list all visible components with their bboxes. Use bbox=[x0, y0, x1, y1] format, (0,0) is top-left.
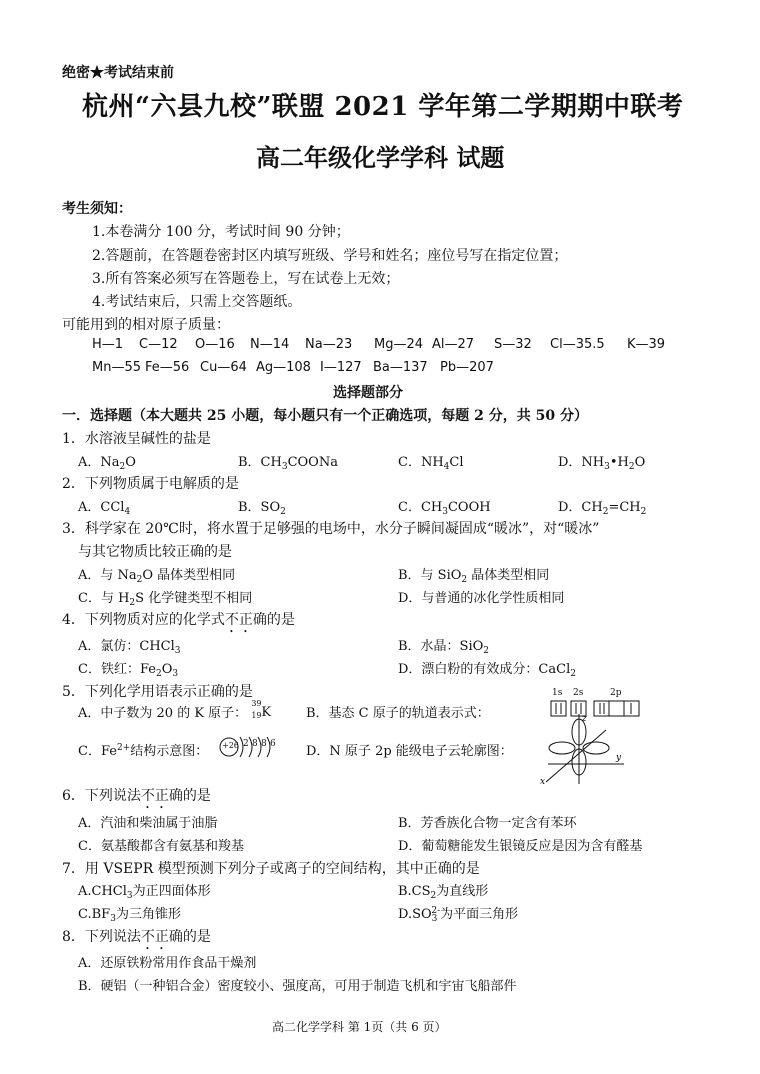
mass-c: C—12 bbox=[139, 337, 178, 352]
notice-item-1: 1.本卷满分 100 分，考试时间 90 分钟； bbox=[92, 224, 350, 240]
q2-option-a: A．CCl$_4$ bbox=[78, 500, 131, 517]
q8-option-b: B．硬铝（一种铝合金）密度较小、强度高，可用于制造飞机和宇宙飞船部件 bbox=[78, 979, 517, 994]
mass-i: I—127 bbox=[320, 360, 362, 375]
q2-stem: 2．下列物质属于电解质的是 bbox=[62, 476, 239, 492]
mass-mg: Mg—24 bbox=[374, 337, 424, 352]
q3-option-b: B．与 SiO$_2$ 晶体类型相同 bbox=[398, 568, 550, 585]
q1-stem: 1．水溶液呈碱性的盐是 bbox=[62, 431, 211, 447]
mass-pb: Pb—207 bbox=[440, 360, 494, 375]
q6-option-a: A．汽油和柴油属于油脂 bbox=[78, 816, 218, 831]
q4-option-c: C．铁红：$Fe_2O_3$ bbox=[78, 662, 179, 679]
part-heading: 一．选择题（本大题共 25 小题，每小题只有一个正确选项，每题 2 分，共 50 分） bbox=[62, 408, 588, 424]
q2-option-d: D．$CH_2=CH_2$ bbox=[558, 500, 647, 517]
q3-option-a: A．与 $Na_2O$ 晶体类型相同 bbox=[78, 568, 236, 585]
q5-option-a: A．中子数为 20 的 K 原子： 39 19 K bbox=[78, 699, 272, 721]
notice-item-3: 3.所有答案必须写在答题卷上，写在试卷上无效； bbox=[92, 271, 400, 287]
mass-o: O—16 bbox=[195, 337, 235, 352]
notice-item-4: 4.考试结束后，只需上交答题纸。 bbox=[92, 294, 302, 310]
mass-h: H—1 bbox=[92, 337, 124, 352]
q4-option-d: D．漂白粉的有效成分：CaCl$_2$ bbox=[398, 662, 576, 679]
mass-cu: Cu—64 bbox=[200, 360, 247, 375]
q7-option-b: $B.CS_2$为直线形 bbox=[398, 884, 489, 901]
mass-s: S—32 bbox=[494, 337, 532, 352]
q3-option-d: D．与普通的冰化学性质相同 bbox=[398, 591, 565, 606]
q8-stem: 8．下列说法不正确的是 bbox=[62, 929, 211, 945]
svg-text:y: y bbox=[616, 753, 622, 763]
electron-cloud-diagram bbox=[536, 712, 626, 790]
q5-option-d: D．N 原子 2p 能级电子云轮廓图： bbox=[306, 744, 513, 759]
q2-option-c: C．$CH_3COOH$ bbox=[398, 500, 491, 517]
fe-shell-1: 2 bbox=[243, 739, 249, 749]
q7-stem: 7．用 VSEPR 模型预测下列分子或离子的空间结构，其中正确的是 bbox=[62, 861, 480, 877]
masses-heading: 可能用到的相对原子质量： bbox=[62, 317, 230, 333]
q7-option-a: A.CHCl$_3$为正四面体形 bbox=[78, 884, 211, 901]
q3-stem-line1: 3．科学家在 20℃时，将水置于足够强的电场中，水分子瞬间凝固成“暖冰”，对“暖冰” bbox=[62, 521, 600, 537]
q1-option-a: A．$Na_2O$ bbox=[78, 455, 136, 472]
mass-na: Na—23 bbox=[305, 337, 353, 352]
q1-option-d: D．$NH_3•H_2O$ bbox=[558, 455, 646, 472]
mass-ba: Ba—137 bbox=[373, 360, 428, 375]
mass-n: N—14 bbox=[250, 337, 290, 352]
confidential-label: 绝密★考试结束前 bbox=[62, 65, 174, 81]
q6-option-b: B．芳香族化合物一定含有苯环 bbox=[398, 816, 577, 831]
q4-stem: 4．下列物质对应的化学式不正确的是 bbox=[62, 612, 295, 628]
q3-stem-line2: 与其它物质比较正确的是 bbox=[78, 544, 232, 560]
mass-cl: Cl—35.5 bbox=[550, 337, 605, 352]
q7-option-d: $D.SO_3^{2-}$为平面三角形 bbox=[398, 906, 519, 924]
q5-option-b: B．基态 C 原子的轨道表示式： bbox=[306, 706, 490, 721]
page-footer: 高二化学学科 第 1页（共 6 页） bbox=[272, 1020, 447, 1034]
fe-shell-4: 6 bbox=[270, 739, 276, 749]
q6-option-d: D．葡萄糖能发生银镜反应是因为含有醛基 bbox=[398, 839, 643, 854]
orbital-label-1s: 1s bbox=[552, 688, 563, 698]
q4-option-a: A．氯仿：CHCl$_3$ bbox=[78, 639, 181, 656]
fe-nucleus: +26 bbox=[222, 741, 239, 750]
q5-option-c: C．$Fe^{2+}$结构示意图： bbox=[78, 743, 209, 759]
q3-option-c: C．与 $H_2S$ 化学键类型不相同 bbox=[78, 591, 253, 608]
q6-stem: 6．下列说法不正确的是 bbox=[62, 788, 211, 804]
orbital-label-2p: 2p bbox=[610, 688, 622, 698]
q1-option-c: C．$NH_4Cl$ bbox=[398, 455, 464, 472]
exam-title: 杭州“六县九校”联盟 2021 学年第二学期期中联考 bbox=[82, 92, 684, 122]
fe-shell-2: 8 bbox=[252, 739, 258, 749]
q1-option-b: B．$CH_3COONa$ bbox=[238, 455, 338, 472]
notice-heading: 考生须知： bbox=[62, 201, 132, 217]
q6-option-c: C．氨基酸都含有氨基和羧基 bbox=[78, 839, 244, 854]
fe-shell-3: 8 bbox=[261, 739, 267, 749]
mass-al: Al—27 bbox=[432, 337, 475, 352]
q2-option-b: B．$SO_2$ bbox=[238, 500, 286, 517]
exam-subtitle: 高二年级化学学科 试题 bbox=[256, 143, 505, 172]
svg-text:x: x bbox=[540, 777, 546, 787]
notice-item-2: 2.答题前，在答题卷密封区内填写班级、学号和姓名；座位号写在指定位置； bbox=[92, 248, 568, 264]
k-nuclide-symbol: 39 19 K bbox=[251, 699, 272, 720]
orbital-label-2s: 2s bbox=[573, 688, 584, 698]
fe-structure-diagram bbox=[218, 732, 278, 762]
svg-text:z: z bbox=[582, 714, 587, 724]
q8-option-a: A．还原铁粉常用作食品干燥剂 bbox=[78, 956, 257, 971]
section-title: 选择题部分 bbox=[333, 385, 403, 401]
q4-option-b: B．水晶：SiO$_2$ bbox=[398, 639, 490, 656]
mass-fe: Fe—56 bbox=[145, 360, 190, 375]
q5-stem: 5．下列化学用语表示正确的是 bbox=[62, 684, 253, 700]
mass-mn: Mn—55 bbox=[92, 360, 141, 375]
mass-ag: Ag—108 bbox=[256, 360, 311, 375]
q7-option-c: $C.BF_3$为三角锥形 bbox=[78, 907, 181, 924]
mass-k: K—39 bbox=[627, 337, 666, 352]
